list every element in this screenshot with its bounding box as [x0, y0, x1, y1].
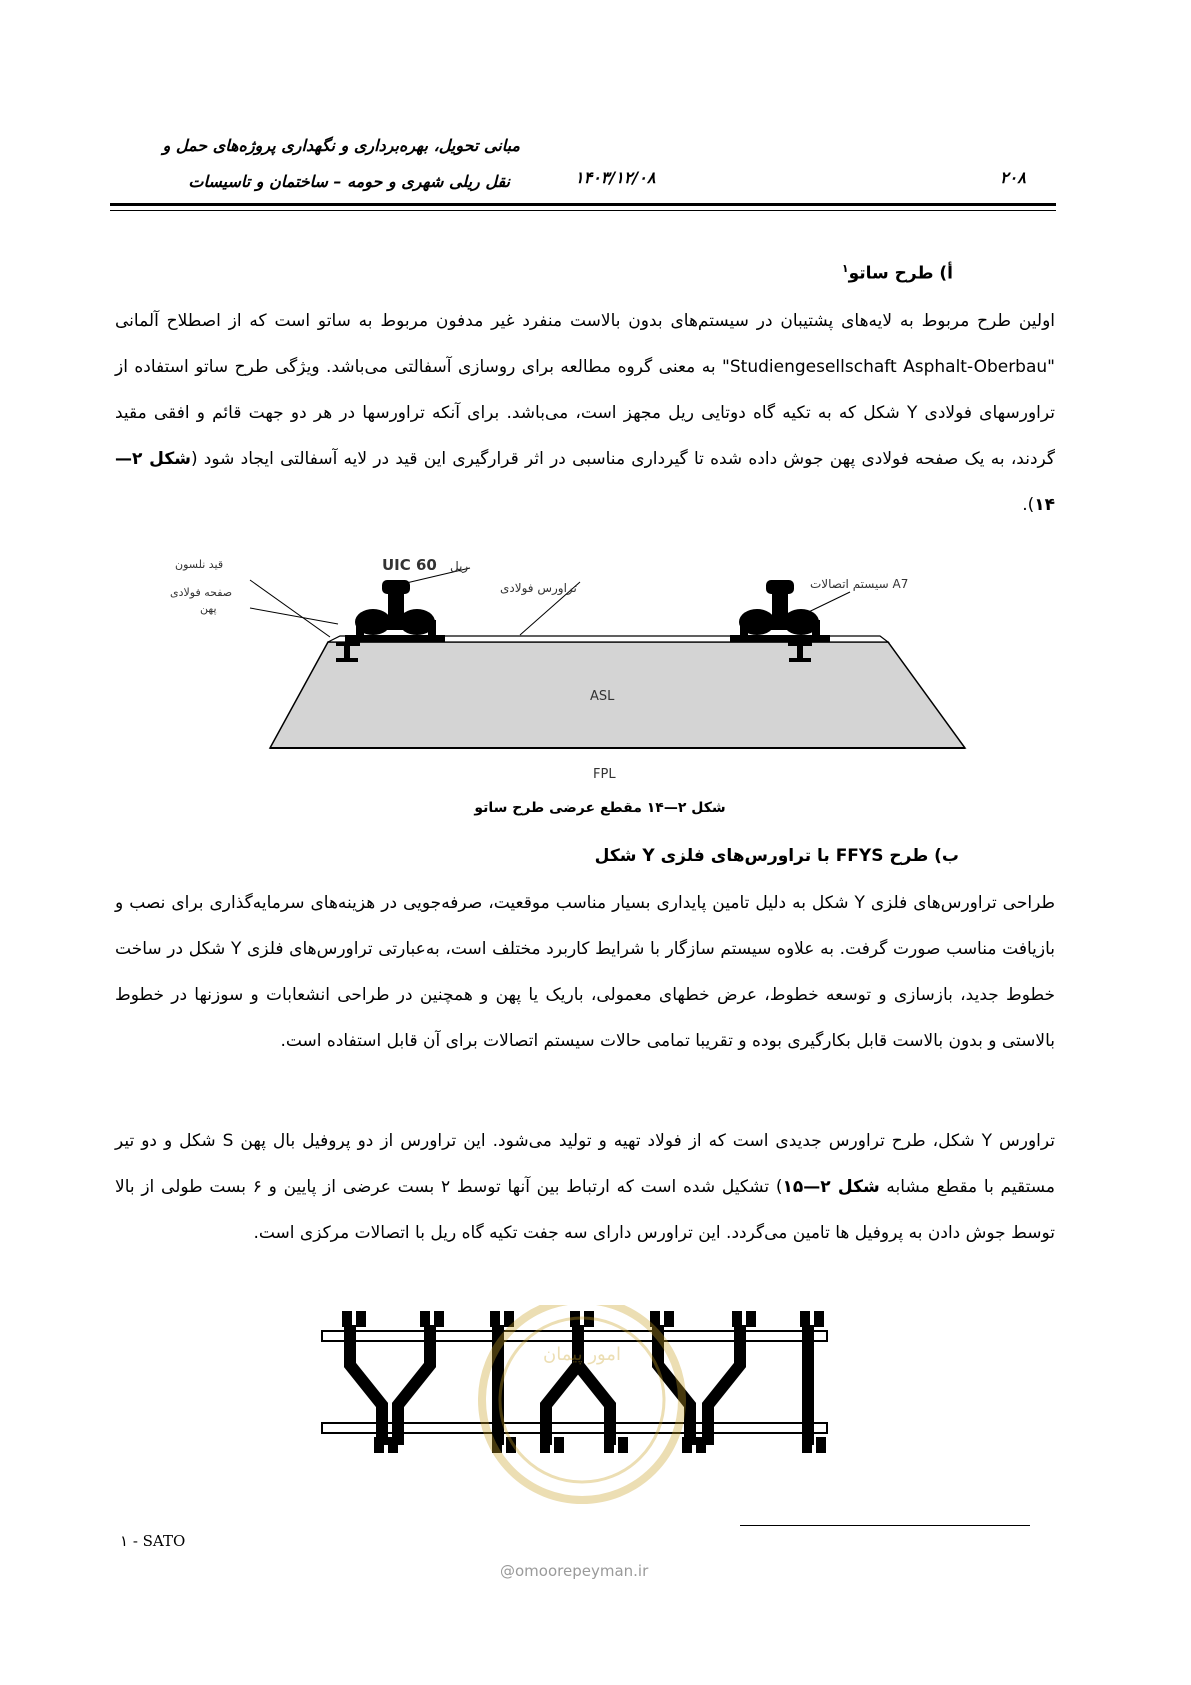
label-fpl: FPL — [593, 767, 616, 782]
label-plate-1: صفحه فولادی — [170, 586, 233, 599]
label-plate-2: پهن — [200, 602, 217, 615]
figure1-caption: شکل ۲—۱۴ مقطع عرضی طرح ساتو — [474, 800, 726, 816]
footnote-marker: ۱ — [841, 262, 849, 275]
label-asl: ASL — [590, 689, 615, 704]
label-nelson: قید نلسون — [175, 558, 224, 571]
watermark-logo-text: امور پیمان — [543, 1344, 621, 1365]
section-b-paragraph-2: تراورس Y شکل، طرح تراورس جدیدی است که از فولاد تهیه و تولید می‌شود. این تراورس از دو پروفیل بال پهن S شکل و دو تیر مستقیم با مقطع مشابه شکل ۲—۱۵) تشکیل شده است که ارتباط بین آنها توسط ۲ بست عرضی از پایین و ۶ بست طولی از بالا توسط جوش دادن به پروفیل ها تامین می‌گردد. این تراورس دارای سه جفت تکیه گاه ریل با اتصالات مرکزی است. — [115, 1131, 1056, 1243]
section-a-heading: أ) طرح ساتو$^۱$ — [841, 262, 953, 284]
page-number: ۲۰۸ — [1000, 168, 1026, 187]
section-b-paragraph-1: طراحی تراورس‌های فلزی Y شکل به دلیل تامین پایداری بسیار مناسب موقعیت، صرفه‌جویی در هزینه‌های سرمایه‌گذاری برای نصب و بازیافت مناسب صورت گرفت. به علاوه سیستم سازگار با شرایط کاربرد مختلف است، به‌عبارتی تراورس‌های فلزی Y شکل در ساخت خطوط جدید، بازسازی و توسعه خطوط، عرض خطهای معمولی، باریک یا پهن و همچنین در طراحی انشعابات و سوزنها در خطوط بالاستی و بدون بالاست قابل بکارگیری بوده و تقریبا تمامی حالات سیستم اتصالات برای آن قابل استفاده است. — [115, 893, 1056, 1051]
running-header — [120, 128, 520, 200]
header-title-line1: مبانی تحویل، بهره‌برداری و نگهداری پروژه‌های حمل و — [162, 136, 520, 155]
figure-ref: شکل ۲—۱۴ — [115, 449, 1055, 515]
label-steel-sleeper: تراورس فولادی — [500, 581, 577, 595]
section-b-heading: ب) طرح FFYS با تراورس‌های فلزی Y شکل — [594, 846, 959, 866]
watermark-site: @omoorepeyman.ir — [500, 1562, 649, 1580]
header-title-line2: نقل ریلی شهری و حومه – ساختمان و تاسیسات — [188, 172, 510, 191]
label-uic60: UIC 60 — [382, 556, 437, 574]
label-rail-fa: ریل — [450, 559, 469, 573]
y-sleeper-figure — [320, 1305, 840, 1505]
header-rule — [110, 203, 1056, 206]
footnote-rule — [740, 1525, 1030, 1526]
section-a-paragraph: اولین طرح مربوط به لایه‌های پشتیبان در سیستم‌های بدون بالاست منفرد غیر مدفون مربوط به ساتو است که از اصطلاح آلمانی "Studiengesellschaft Asphalt-Oberbau" به معنی گروه مطالعه برای روسازی آسفالتی می‌باشد. ویژگی طرح ساتو استفاده از تراورسهای فولادی Y شکل که به تکیه گاه دوتایی ریل مجهز است، می‌باشد. برای آنکه تراورسها در هر دو جهت قائم و افقی مقید گردند، به یک صفحه فولادی پهن جوش داده شده تا گیرداری مناسبی در اثر قرارگیری این قید در لایه آسفالتی ایجاد شود (شکل ۲—۱۴). — [115, 311, 1056, 515]
header-date: ۱۴۰۳/۱۲/۰۸ — [575, 168, 656, 187]
footnote-text: ۱ - SATO — [120, 1532, 186, 1550]
label-fastening: سیستم اتصالات A7 — [810, 577, 909, 591]
sato-cross-section-figure — [160, 540, 1060, 790]
header-rule-thin — [110, 210, 1056, 211]
asl-layer — [270, 642, 965, 748]
figure-ref-2: شکل ۲—۱۵ — [782, 1177, 880, 1197]
